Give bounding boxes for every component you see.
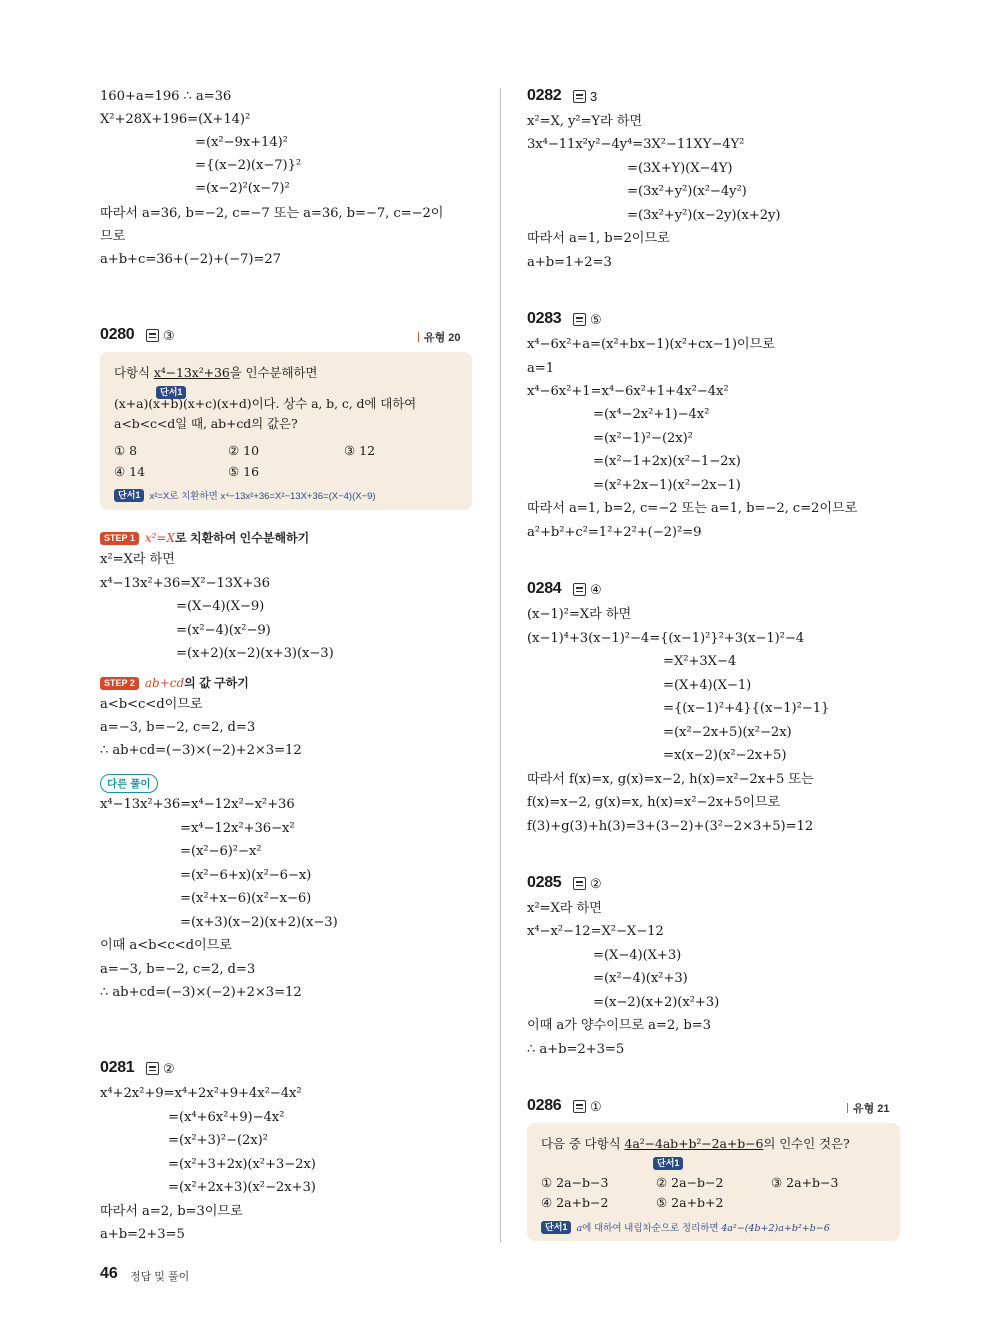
problem-box [100,352,472,510]
footer-label: 정답 및 풀이 [130,1271,190,1283]
math-line: ={(x−1)²+4}{(x−1)²−1} [663,701,830,716]
math-line: ={(x−2)(x−7)}² [195,158,302,173]
math-line: x⁴−13x²+36=X²−13X+36 [100,576,270,591]
math-line: =(x²+3)²−(2x)² [168,1133,268,1148]
math-line: =(X−4)(X+3) [593,948,682,963]
hint-text: x²=X로 치환하면 x⁴−13x²+36=X²−13X+36=(X−4)(X−9) [149,491,376,502]
math-line: =(x+3)(x−2)(x+2)(x−3) [180,915,338,930]
math-line: f(3)+g(3)+h(3)=3+(3−2)+(3²−2×3+5)=12 [527,819,814,834]
problem-line: a<b<c<d일 때, ab+cd의 값은? [114,416,298,431]
answer-value: ③ [163,328,175,343]
math-line: =(x²−1+2x)(x²−1−2x) [593,454,741,469]
page-number: 46 [100,1265,118,1282]
choice-3: ③ 2a+b−3 [771,1175,839,1190]
math-line: =(x²−4)(x²+3) [593,971,688,986]
math-line: =(x⁴−2x²+1)−4x² [593,407,710,422]
math-line: X²+28X+196=(X+14)² [100,112,251,127]
math-line: x⁴+2x²+9=x⁴+2x²+9+4x²−4x² [100,1086,302,1101]
answer [573,582,602,598]
math-line: x⁴−6x²+1=x⁴−6x²+1+4x²−4x² [527,384,729,399]
step-badge: STEP 1 [100,532,139,545]
math-line: =(x²+2x−1)(x²−2x−1) [593,478,741,493]
math-line: 3x⁴−11x²y²−4y⁴=3X²−11XY−4Y² [527,137,745,152]
problem-number: 0280 [100,326,135,343]
problem-text: 을 인수분해하면 [229,365,318,380]
math-line: x⁴−6x²+a=(x²+bx−1)(x²+cx−1)이므로 [527,337,775,352]
hint-variable: a [576,1223,583,1234]
answer-value: ⑤ [590,312,602,327]
step2-heading [100,672,249,691]
answer-value: 3 [590,89,598,104]
hint-text [577,1223,830,1234]
problem-text: 다음 중 다항식 [541,1136,625,1151]
math-line: x⁴−13x²+36=x⁴−12x²−x²+36 [100,797,295,812]
choice-4: ④ 14 [114,464,146,479]
hint-row [541,1216,830,1235]
math-line: =(x²+3+2x)(x²+3−2x) [168,1157,316,1172]
problem-number: 0286 [527,1097,562,1114]
hint-phrase: 에 대하여 내림차순으로 정리하면 [582,1223,722,1234]
answer [573,312,602,328]
choice-2: ② 2a−b−2 [656,1175,724,1190]
problem-line [541,1135,850,1153]
step1-heading [100,527,309,546]
math-line: ∴ ab+cd=(−3)×(−2)+2×3=12 [100,985,302,1000]
step-text: 의 값 구하기 [184,676,249,690]
problem-text: 다항식 [114,365,154,380]
math-line: =(x²+2x+3)(x²−2x+3) [168,1180,316,1195]
type-tag: 유형 21 [847,1100,890,1116]
hint-row [114,484,376,503]
problem-expression: x⁴−13x²+36 [153,365,230,380]
problem-line: (x+a)(x+b)(x+c)(x+d)이다. 상수 a, b, c, d에 대하여 [114,396,417,411]
problem-text: 의 인수인 것은? [763,1136,850,1151]
step-math: ab+cd [144,676,185,690]
step-badge: STEP 2 [100,677,139,690]
math-line: f(x)=x−2, g(x)=x, h(x)=x²−2x+5이므로 [527,795,781,810]
math-line: =(x²−6)²−x² [180,844,262,859]
step-math: x²=X [144,531,176,545]
answer [573,89,597,104]
answer-value: ④ [590,582,602,597]
choice-1: ① 2a−b−3 [541,1175,609,1190]
answer-icon [146,329,159,342]
problem-number: 0284 [527,580,562,597]
math-line: =(3x²+y²)(x−2y)(x+2y) [627,208,781,223]
math-line: a+b+c=36+(−2)+(−7)=27 [100,252,281,267]
answer [146,328,175,344]
math-line: 따라서 a=2, b=3이므로 [100,1204,243,1219]
problem-number: 0281 [100,1059,135,1076]
math-line: 따라서 a=1, b=2이므로 [527,231,670,246]
math-line: =(3X+Y)(X−4Y) [627,161,733,176]
math-line: x⁴−x²−12=X²−X−12 [527,924,664,939]
answer-icon [573,583,586,596]
problem-number: 0285 [527,874,562,891]
choice-4: ④ 2a+b−2 [541,1195,609,1210]
math-line: 이때 a<b<c<d이므로 [100,938,232,953]
alt-solution-badge: 다른 풀이 [100,774,158,793]
math-line: a=1 [527,361,555,376]
answer [573,1099,602,1115]
math-line: =(X+4)(X−1) [663,678,752,693]
math-line: a=−3, b=−2, c=2, d=3 [100,962,256,977]
math-line: x²=X라 하면 [527,901,602,916]
math-line: (x−1)²=X라 하면 [527,607,632,622]
hint-label: 단서1 [114,489,144,502]
answer [146,1061,175,1077]
math-line: a=−3, b=−2, c=2, d=3 [100,720,256,735]
math-line: =(X−4)(X−9) [176,599,265,614]
type-tag: 유형 20 [418,329,461,345]
math-line: 160+a=196 ∴ a=36 [100,89,232,104]
answer-icon [573,313,586,326]
math-line: a<b<c<d이므로 [100,697,203,712]
answer-icon [573,877,586,890]
math-line: x²=X라 하면 [100,552,175,567]
math-line: =(x²−6+x)(x²−6−x) [180,868,312,883]
math-line: a+b=2+3=5 [100,1227,185,1242]
math-line: (x−1)⁴+3(x−1)²−4={(x−1)²}²+3(x−1)²−4 [527,631,805,646]
math-line: ∴ ab+cd=(−3)×(−2)+2×3=12 [100,743,302,758]
hint-expression: 4a²−(4b+2)a+b²+b−6 [721,1223,830,1234]
step-text: 로 치환하여 인수분해하기 [175,531,310,545]
math-line: =(x²−4)(x²−9) [176,623,271,638]
hint-marker: 단서1 [653,1152,683,1171]
math-line: 따라서 a=1, b=2, c=−2 또는 a=1, b=−2, c=2이므로 [527,501,858,516]
math-line: a+b=1+2=3 [527,255,612,270]
math-line: =(x−2)(x+2)(x²+3) [593,995,720,1010]
math-line: =(x⁴+6x²+9)−4x² [168,1110,285,1125]
math-line: =(x²−9x+14)² [195,135,288,150]
choice-1: ① 8 [114,443,138,458]
math-line: x²=X, y²=Y라 하면 [527,114,643,129]
math-line: =x⁴−12x²+36−x² [180,821,295,836]
answer-value: ② [163,1061,175,1076]
math-line: =X²+3X−4 [663,654,737,669]
answer-icon [146,1062,159,1075]
hint-marker: 단서1 [156,381,186,400]
math-line: =(3x²+y²)(x²−4y²) [627,184,747,199]
math-line: 따라서 f(x)=x, g(x)=x−2, h(x)=x²−2x+5 또는 [527,772,814,787]
math-line: 이때 a가 양수이므로 a=2, b=3 [527,1018,711,1033]
math-line: a²+b²+c²=1²+2²+(−2)²=9 [527,525,702,540]
problem-expression: 4a²−4ab+b²−2a+b−6 [624,1136,764,1151]
choice-5: ⑤ 2a+b+2 [656,1195,724,1210]
problem-number: 0282 [527,87,562,104]
text-line: 따라서 a=36, b=−2, c=−7 또는 a=36, b=−7, c=−2이 [100,206,444,221]
column-divider [500,88,501,1243]
problem-number: 0283 [527,310,562,327]
answer [573,876,602,892]
math-line: =(x−2)²(x−7)² [195,181,290,196]
choice-5: ⑤ 16 [228,464,260,479]
choice-2: ② 10 [228,443,260,458]
math-line: =(x²−2x+5)(x²−2x) [663,725,792,740]
answer-value: ① [590,1099,602,1114]
problem-line [114,364,317,382]
answer-icon [573,1100,586,1113]
problem-box [527,1123,900,1241]
hint-label: 단서1 [541,1221,571,1234]
math-line: =(x+2)(x−2)(x+3)(x−3) [176,646,334,661]
answer-value: ② [590,876,602,891]
math-line: =x(x−2)(x²−2x+5) [663,748,787,763]
choice-3: ③ 12 [344,443,376,458]
text-line: 므로 [100,229,126,244]
math-line: =(x²+x−6)(x²−x−6) [180,891,312,906]
math-line: ∴ a+b=2+3=5 [527,1042,625,1057]
answer-icon [573,90,586,103]
math-line: =(x²−1)²−(2x)² [593,431,693,446]
